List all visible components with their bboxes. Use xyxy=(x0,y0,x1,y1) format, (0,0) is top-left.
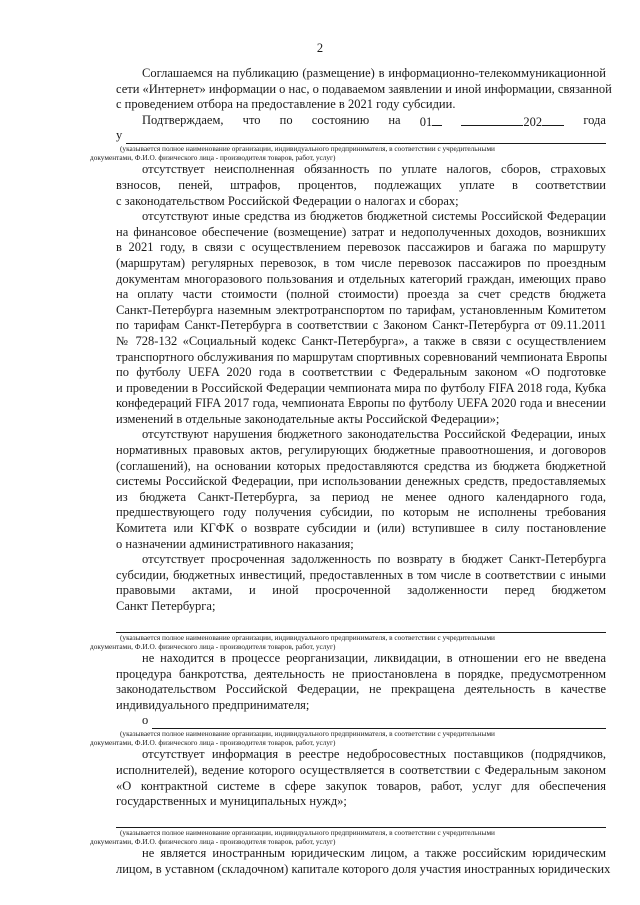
year-prefix: 202 xyxy=(523,114,543,129)
paragraph-line: отсутствуют нарушения бюджетного законодательства Российской Федерации, иных xyxy=(142,427,606,442)
paragraph-line: на оплату части стоимости (полной стоимости) проезда за счет средств бюджета xyxy=(116,287,606,302)
paragraph-line: по футболу UEFA 2020 года в соответствии с Федеральным законом «О подготовке xyxy=(116,365,606,380)
paragraph-line: по тарифам Санкт-Петербурга в соответствии с Законом Санкт-Петербурга от 09.11.2011 xyxy=(116,318,606,333)
paragraph-line: и проведении в Российской Федерации чемпионата мира по футболу FIFA 2018 года, Кубка xyxy=(116,380,606,395)
paragraph-line: предшествующего году получения субсидии, по которым не исполнены требования xyxy=(116,505,606,520)
paragraph-line: № 728-132 «Социальный кодекс Санкт-Петербурга», а также в связи с осуществлением xyxy=(116,333,606,348)
footnote-hint: документами, Ф.И.О. физического лица - производителя товаров, работ, услуг) xyxy=(90,153,336,163)
confirm-word: что xyxy=(242,112,261,127)
confirm-word: года xyxy=(583,112,606,127)
paragraph-line: конфедераций FIFA 2017 года, чемпионата Европы по футболу UEFA 2020 года и внесении xyxy=(116,396,606,411)
paragraph-line: субсидии, бюджетных инвестиций, предоставленных в том числе в соответствии с иными xyxy=(116,567,606,582)
paragraph-line: Санкт-Петербурга наземным электротранспортом по тарифам, установленным Комитетом xyxy=(116,302,606,317)
organization-name-field[interactable] xyxy=(116,128,606,144)
paragraph-line: отсутствуют иные средства из бюджетов бюджетной системы Российской Федерации xyxy=(142,209,606,224)
paragraph-line: о назначении административного наказания; xyxy=(116,536,354,551)
paragraph-line: исполнителей), ведение которого осуществляется в соответствии с Федеральным законом xyxy=(116,762,606,777)
paragraph-line: Санкт Петербурга; xyxy=(116,599,216,613)
name-blank xyxy=(126,131,606,144)
intro-line: сети «Интернет» информации о нас, о подаваемом заявлении и иной информации, связанной xyxy=(116,81,612,96)
date-field[interactable] xyxy=(420,113,443,129)
page-number: 2 xyxy=(316,41,324,55)
paragraph-line: с законодательством Российской Федерации о налогах и сборах; xyxy=(116,193,459,208)
confirm-word: состоянию xyxy=(311,112,370,127)
confirm-word: на xyxy=(388,112,401,127)
organization-name-blank[interactable] xyxy=(116,818,606,828)
document-body xyxy=(90,66,612,877)
field-prefix: у xyxy=(116,128,123,143)
footnote-hint: документами, Ф.И.О. физического лица - производителя товаров, работ, услуг) xyxy=(90,738,336,748)
footnote-hint: документами, Ф.И.О. физического лица - производителя товаров, работ, услуг) xyxy=(90,836,336,846)
organization-name-blank[interactable] xyxy=(116,623,606,633)
paragraph-line: в 2021 году, в связи с осуществлением перевозок пассажиров и багажа по маршруту xyxy=(116,240,606,255)
paragraph-line: не находится в процессе реорганизации, ликвидации, в отношении его не введена xyxy=(142,651,606,665)
year-blank xyxy=(542,113,564,126)
paragraph-line: (маршрутам) регулярных перевозок, в том числе перевозок пассажиров по проездным xyxy=(116,255,606,270)
footnote-hint: (указывается полное наименование организации, индивидуального предпринимателя, в соответствии с учредительными xyxy=(120,632,495,642)
day-blank xyxy=(432,113,442,126)
organization-name-field[interactable] xyxy=(116,713,606,729)
paragraph-line: документам многоразового пользования и отдельных категорий граждан, имеющих право xyxy=(116,271,606,286)
paragraph-line: Комитета или КГФК о возврате субсидии и (или) вступившее в силу постановление xyxy=(116,521,606,536)
paragraph-line: нормативных правовых актов, регулирующих бюджетные правоотношения, и договоров xyxy=(116,443,606,458)
confirm-word: по xyxy=(279,112,293,127)
spacer xyxy=(116,615,606,623)
footnote-hint: (указывается полное наименование организации, индивидуального предпринимателя, в соответствии с учредительными xyxy=(120,827,495,837)
day-value: 01 xyxy=(419,114,433,129)
confirm-line xyxy=(116,113,606,129)
paragraph-line: индивидуального предпринимателя; xyxy=(116,697,310,712)
month-blank xyxy=(461,113,523,126)
intro-line: с проведением отбора на предоставление в 2021 году субсидии. xyxy=(116,97,456,112)
footnote-hint: (указывается полное наименование организации, индивидуального предпринимателя, в соответствии с учредительными xyxy=(120,143,495,153)
spacer xyxy=(116,810,606,818)
paragraph-line: отсутствует неисполненная обязанность по уплате налогов, сборов, страховых xyxy=(142,162,606,177)
paragraph-line: правовыми актами, и иной просроченной задолженности перед бюджетом xyxy=(116,583,606,598)
confirm-word: Подтверждаем, xyxy=(142,112,224,127)
paragraph-line: лицом, в уставном (складочном) капитале которого доля участия иностранных юридических xyxy=(116,861,611,876)
field-prefix: о xyxy=(142,713,149,728)
paragraph-line: взносов, пеней, штрафов, процентов, подлежащих уплате в соответствии xyxy=(116,177,606,192)
intro-line: Соглашаемся на публикацию (размещение) в информационно-телекоммуникационной xyxy=(142,66,606,80)
paragraph-line: на финансовое обеспечение (возмещение) затрат и недополученных доходов, возникших xyxy=(116,224,606,239)
paragraph-line: процедура банкротства, деятельность не приостановлена в порядке, предусмотренном xyxy=(116,666,606,681)
paragraph-line: отсутствует информация в реестре недобросовестных поставщиков (подрядчиков, xyxy=(142,747,606,762)
paragraph-line: законодательством Российской Федерации, не прекращена деятельность в качестве xyxy=(116,682,606,697)
paragraph-line: транспортного обслуживания по маршрутам спортивных соревнований чемпионата Европы xyxy=(116,349,608,364)
paragraph-line: (соглашений), на основании которых предоставляются средства из бюджета бюджетной xyxy=(116,458,606,473)
month-year-field[interactable] xyxy=(461,113,564,129)
paragraph-line: государственных и муниципальных нужд»; xyxy=(116,794,347,809)
paragraph-line: не является иностранным юридическим лицом, а также российским юридическим xyxy=(142,846,606,861)
paragraph-line: «О контрактной системе в сфере закупок товаров, работ, услуг для обеспечения xyxy=(116,778,606,793)
footnote-hint: (указывается полное наименование организации, индивидуального предпринимателя, в соответствии с учредительными xyxy=(120,728,495,738)
name-blank xyxy=(152,716,606,729)
paragraph-line: системы Российской Федерации, при использовании денежных средств, предоставляемых xyxy=(116,474,606,489)
paragraph-line: из бюджета Санкт-Петербурга, за период не менее одного календарного года, xyxy=(116,489,606,504)
footnote-hint: документами, Ф.И.О. физического лица - производителя товаров, работ, услуг) xyxy=(90,641,336,651)
paragraph-line: изменений в отдельные законодательные акты Российской Федерации»; xyxy=(116,411,500,426)
paragraph-line: отсутствует просроченная задолженность по возврату в бюджет Санкт-Петербурга xyxy=(142,552,606,567)
